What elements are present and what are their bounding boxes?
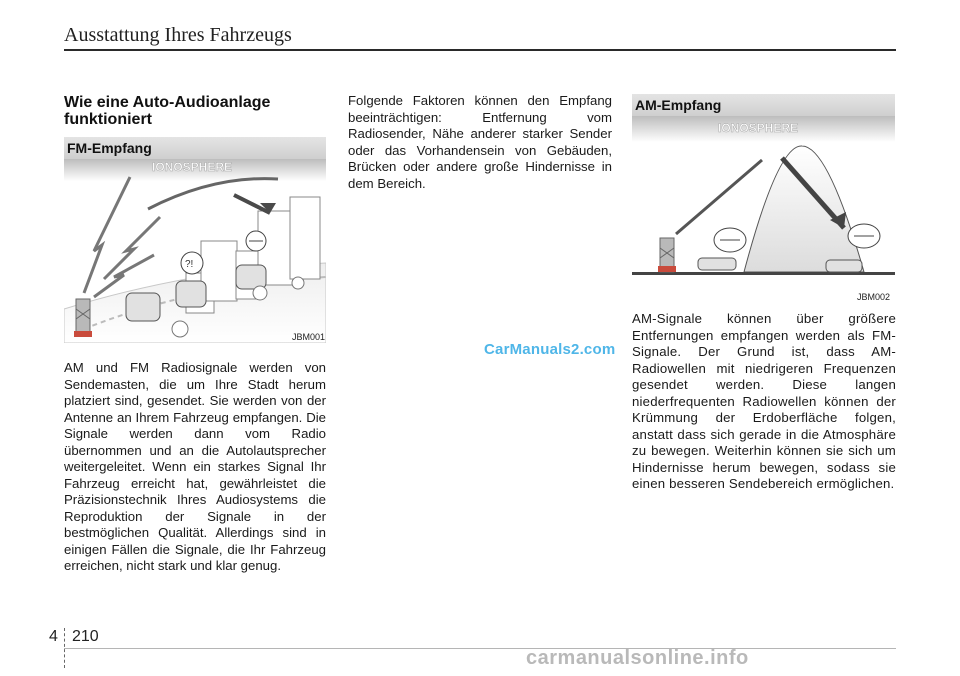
fm-figure-code: JBM001 (292, 332, 326, 342)
fm-reception-figure (64, 137, 326, 343)
page-header-title: Ausstattung Ihres Fahrzeugs (64, 24, 292, 46)
chapter-number: 4 (49, 628, 58, 645)
signal-waves (84, 177, 160, 297)
factors-paragraph: Folgende Faktoren können den Empfang beeinträchtigen: Entfernung vom Radiosender, Nähe anderer starker Sender oder das Vorhandensein von Gebäuden, Brücken oder andere große Hindernisse in dem Bereich. (348, 93, 612, 191)
am-signals-paragraph: AM-Signale können über größere Entfernungen empfangen werden als FM-Signale. Der Grund ist, dass AM-Radiowellen mit niedrigeren Frequenzen gesendet werden. Diese langen niederfrequenten Radiowellen können der Krümmung der Erdoberfläche folgen, anstatt dass sich gerade in die Atmosphäre zu bewegen. Weiterhin können sie sich um Hindernisse herum bewegen, sodass sie einen besseren Sendebereich ermöglichen. (632, 311, 896, 491)
header-rule (64, 49, 896, 51)
svg-text:?!: ?! (185, 259, 194, 270)
transmitter-tower-icon (658, 238, 676, 272)
am-figure-title: AM-Empfang (632, 94, 895, 116)
am-illustration (632, 116, 895, 304)
fm-illustration (64, 159, 326, 343)
transmitter-tower-icon (74, 299, 92, 337)
ionosphere-label: IONOSPHERE (718, 121, 799, 135)
footer-rule (64, 648, 896, 649)
skywave-up (676, 160, 762, 234)
intro-paragraph: AM und FM Radiosignale werden von Sendemasten, die um Ihre Stadt herum platziert sind, gesendet. Sie werden von der Antenne an Ihrem Fahrzeug empfangen. Die Signale werden dann vom Radio übernommen und an die Autolautsprecher weitergeleitet. Wenn ein starkes Signal Ihr Fahrzeug erreicht hat, gewährleistet die Präzisionstechnik Ihres Audiosystems die Reproduktion der Signale in der bestmöglichen Qualität. Allerdings sind in einigen Fällen die Signale, die Ihr Fahrzeug erreichen, nicht stark und klar genug. (64, 360, 326, 573)
carmanuals-watermark: CarManuals2.com (484, 341, 616, 358)
fm-figure-title: FM-Empfang (64, 137, 326, 159)
am-reception-figure (632, 94, 895, 304)
page-separator (64, 628, 66, 668)
reflected-signal-arrow (148, 179, 278, 209)
am-figure-code: JBM002 (857, 292, 891, 302)
hill (744, 146, 864, 272)
page-number: 210 (72, 628, 99, 645)
section-heading: Wie eine Auto-Audioanlage funktioniert (64, 94, 271, 128)
ionosphere-label: IONOSPHERE (152, 160, 233, 174)
footer-watermark: carmanualsonline.info (526, 647, 749, 669)
